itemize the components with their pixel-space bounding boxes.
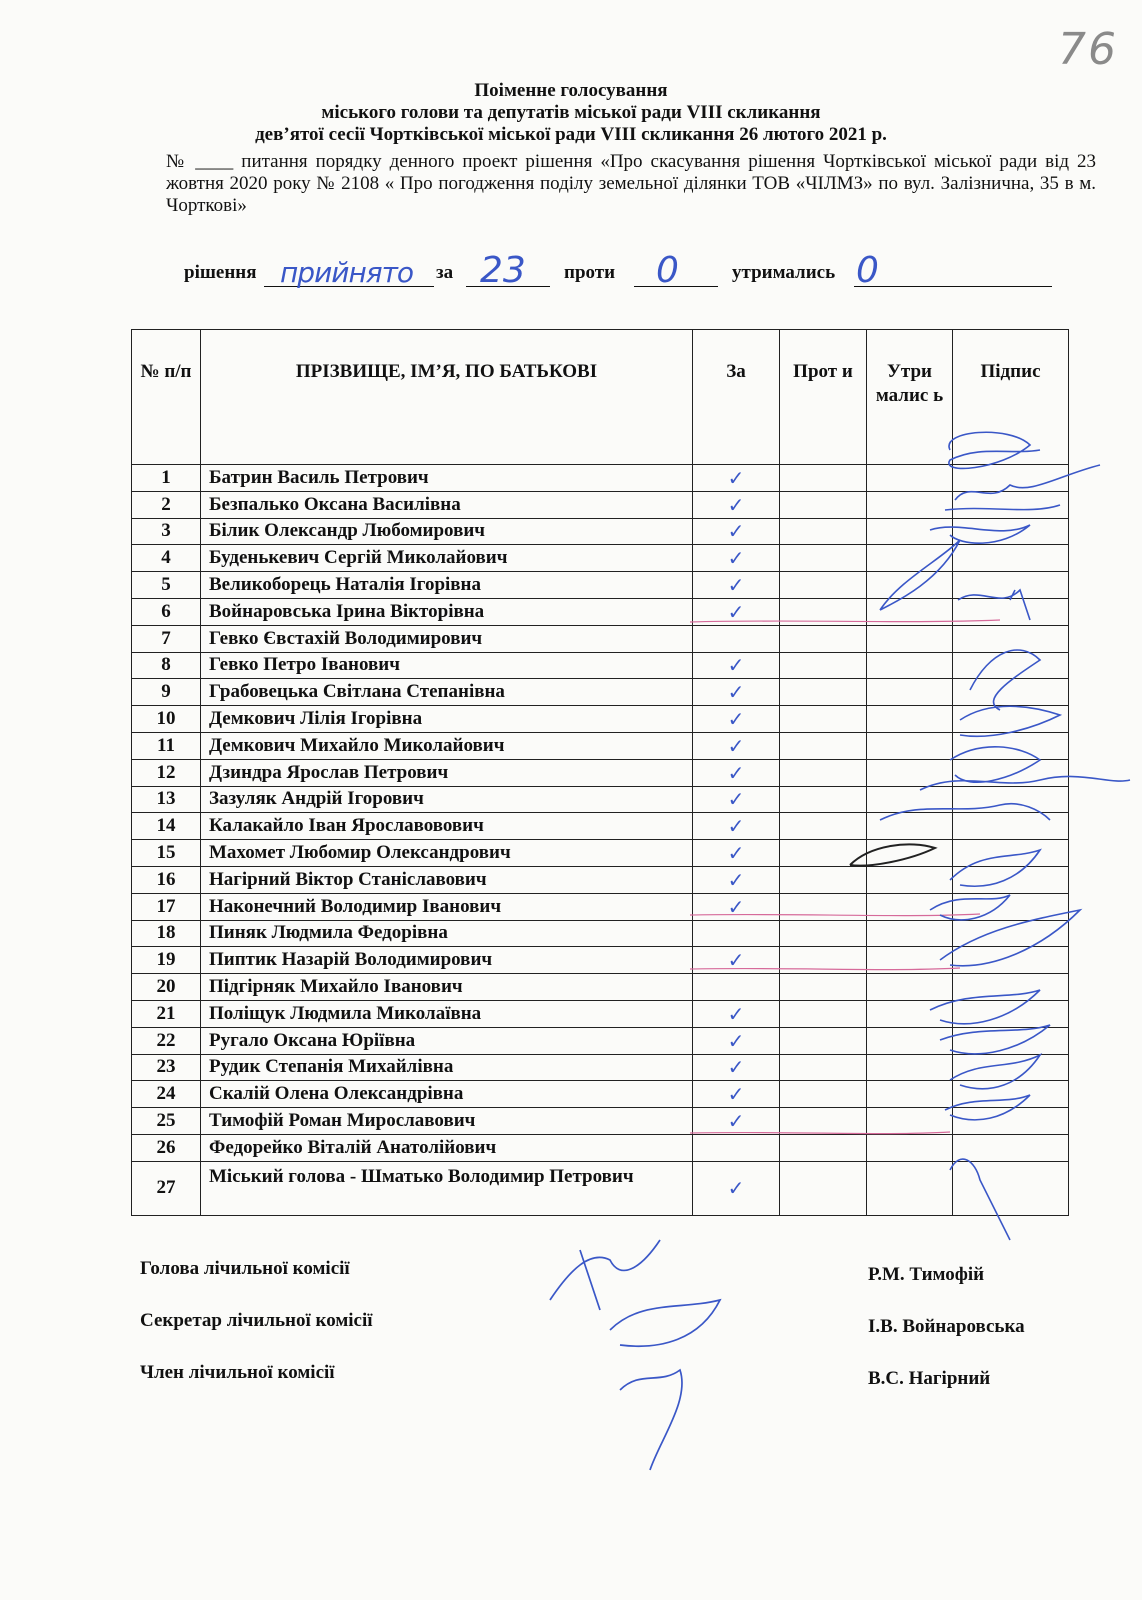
row-vote-against xyxy=(780,545,867,572)
row-vote-against xyxy=(780,1000,867,1027)
row-vote-abstained xyxy=(867,947,953,974)
row-signature xyxy=(953,518,1069,545)
row-vote-for: ✓ xyxy=(693,1054,780,1081)
row-num: 3 xyxy=(132,518,201,545)
roll-call-table xyxy=(131,329,1069,1216)
signature-member xyxy=(620,1370,682,1470)
row-vote-for: ✓ xyxy=(693,491,780,518)
row-vote-abstained xyxy=(867,974,953,1001)
row-name: Білик Олександр Любомирович xyxy=(201,518,693,545)
table-row xyxy=(132,786,1069,813)
row-name: Ругало Оксана Юріївна xyxy=(201,1027,693,1054)
row-vote-abstained xyxy=(867,491,953,518)
header-line-1: Поіменне голосування xyxy=(474,80,668,101)
table-row xyxy=(132,947,1069,974)
table-header-row xyxy=(132,330,1069,465)
row-signature xyxy=(953,1000,1069,1027)
row-name: Великоборець Наталія Ігорівна xyxy=(201,572,693,599)
chair-name: Р.М. Тимофій xyxy=(868,1264,985,1285)
table-row xyxy=(132,1027,1069,1054)
table-row xyxy=(132,518,1069,545)
row-num: 24 xyxy=(132,1081,201,1108)
abstained-handwritten: 0 xyxy=(856,250,879,291)
row-vote-for: ✓ xyxy=(693,866,780,893)
row-vote-abstained xyxy=(867,1108,953,1135)
header-num: № п/п xyxy=(132,330,201,465)
chair-label: Голова лічильної комісії xyxy=(140,1258,350,1279)
row-num: 11 xyxy=(132,732,201,759)
row-vote-for: ✓ xyxy=(693,786,780,813)
row-vote-for: ✓ xyxy=(693,598,780,625)
table-row xyxy=(132,1054,1069,1081)
row-vote-for: ✓ xyxy=(693,1081,780,1108)
row-vote-against xyxy=(780,786,867,813)
against-label: проти xyxy=(564,262,616,283)
row-vote-against xyxy=(780,1134,867,1161)
row-vote-against xyxy=(780,652,867,679)
against-handwritten: 0 xyxy=(656,250,679,291)
commission-signatures xyxy=(550,1240,720,1470)
header-against: Прот и xyxy=(780,330,867,465)
table-row xyxy=(132,598,1069,625)
row-name: Тимофій Роман Мирославович xyxy=(201,1108,693,1135)
row-vote-abstained xyxy=(867,652,953,679)
abstained-underline xyxy=(854,286,1052,287)
decision-label: рішення xyxy=(184,262,257,283)
row-vote-against xyxy=(780,518,867,545)
row-vote-against xyxy=(780,572,867,599)
row-num: 27 xyxy=(132,1161,201,1215)
row-vote-against xyxy=(780,1081,867,1108)
row-signature xyxy=(953,840,1069,867)
row-num: 14 xyxy=(132,813,201,840)
row-signature xyxy=(953,1134,1069,1161)
row-vote-for: ✓ xyxy=(693,545,780,572)
row-signature xyxy=(953,893,1069,920)
row-vote-abstained xyxy=(867,840,953,867)
row-vote-against xyxy=(780,598,867,625)
row-name: Скалій Олена Олександрівна xyxy=(201,1081,693,1108)
table-row xyxy=(132,759,1069,786)
row-vote-abstained xyxy=(867,518,953,545)
row-name: Махомет Любомир Олександрович xyxy=(201,840,693,867)
row-num: 25 xyxy=(132,1108,201,1135)
row-signature xyxy=(953,866,1069,893)
table-row xyxy=(132,1000,1069,1027)
row-signature xyxy=(953,1161,1069,1215)
row-num: 18 xyxy=(132,920,201,947)
row-vote-abstained xyxy=(867,706,953,733)
row-name: Буденькевич Сергій Миколайович xyxy=(201,545,693,572)
table-row xyxy=(132,625,1069,652)
row-name: Пиняк Людмила Федорівна xyxy=(201,920,693,947)
row-vote-against xyxy=(780,759,867,786)
row-vote-against xyxy=(780,893,867,920)
row-signature xyxy=(953,706,1069,733)
header-for: За xyxy=(693,330,780,465)
row-vote-abstained xyxy=(867,545,953,572)
header-signature: Підпис xyxy=(953,330,1069,465)
table-row xyxy=(132,1108,1069,1135)
row-signature xyxy=(953,572,1069,599)
row-signature xyxy=(953,598,1069,625)
table-row xyxy=(132,706,1069,733)
decision-handwritten: прийнято xyxy=(280,256,414,289)
row-vote-for: ✓ xyxy=(693,947,780,974)
row-vote-for: ✓ xyxy=(693,679,780,706)
row-num: 6 xyxy=(132,598,201,625)
table-row xyxy=(132,974,1069,1001)
row-signature xyxy=(953,1054,1069,1081)
row-name: Дзиндра Ярослав Петрович xyxy=(201,759,693,786)
secretary-name: І.В. Войнаровська xyxy=(868,1316,1025,1337)
row-signature xyxy=(953,679,1069,706)
row-vote-against xyxy=(780,840,867,867)
row-vote-against xyxy=(780,491,867,518)
table-row xyxy=(132,491,1069,518)
table-row xyxy=(132,545,1069,572)
table-row xyxy=(132,813,1069,840)
row-vote-against xyxy=(780,974,867,1001)
table-row xyxy=(132,1161,1069,1215)
row-name: Наконечний Володимир Іванович xyxy=(201,893,693,920)
row-num: 19 xyxy=(132,947,201,974)
row-name: Міський голова - Шматько Володимир Петрович xyxy=(201,1161,693,1215)
row-num: 8 xyxy=(132,652,201,679)
table-row xyxy=(132,840,1069,867)
header-line-2: міського голови та депутатів міської ради VIII скликання xyxy=(321,102,821,123)
table-row xyxy=(132,1134,1069,1161)
row-signature xyxy=(953,652,1069,679)
row-vote-for: ✓ xyxy=(693,706,780,733)
table-row xyxy=(132,893,1069,920)
row-vote-for: ✓ xyxy=(693,465,780,492)
row-vote-abstained xyxy=(867,679,953,706)
row-vote-abstained xyxy=(867,866,953,893)
table-row xyxy=(132,866,1069,893)
row-name: Демкович Михайло Миколайович xyxy=(201,732,693,759)
row-num: 21 xyxy=(132,1000,201,1027)
signature-secretary xyxy=(610,1300,720,1346)
row-num: 5 xyxy=(132,572,201,599)
row-signature xyxy=(953,920,1069,947)
table-row xyxy=(132,732,1069,759)
row-vote-for: ✓ xyxy=(693,1000,780,1027)
row-signature xyxy=(953,974,1069,1001)
abstained-label: утримались xyxy=(732,262,836,283)
row-vote-abstained xyxy=(867,1027,953,1054)
page-number: 76 xyxy=(1058,24,1118,75)
row-signature xyxy=(953,1081,1069,1108)
row-vote-against xyxy=(780,1161,867,1215)
header-name: ПРІЗВИЩЕ, ІМ’Я, ПО БАТЬКОВІ xyxy=(201,330,693,465)
row-vote-for: ✓ xyxy=(693,893,780,920)
for-handwritten: 23 xyxy=(480,250,526,291)
question-number: № ____ xyxy=(166,151,234,172)
row-name: Поліщук Людмила Миколаївна xyxy=(201,1000,693,1027)
row-num: 16 xyxy=(132,866,201,893)
table-row xyxy=(132,652,1069,679)
decision-summary xyxy=(184,250,1084,302)
row-vote-for: ✓ xyxy=(693,1027,780,1054)
row-vote-against xyxy=(780,866,867,893)
row-num: 15 xyxy=(132,840,201,867)
for-label: за xyxy=(436,262,454,283)
row-vote-for xyxy=(693,920,780,947)
row-vote-abstained xyxy=(867,572,953,599)
row-vote-abstained xyxy=(867,893,953,920)
row-signature xyxy=(953,786,1069,813)
table-row xyxy=(132,920,1069,947)
row-vote-against xyxy=(780,1054,867,1081)
table-row xyxy=(132,1081,1069,1108)
row-vote-against xyxy=(780,920,867,947)
row-num: 10 xyxy=(132,706,201,733)
row-name: Калакайло Іван Ярославовович xyxy=(201,813,693,840)
row-signature xyxy=(953,1027,1069,1054)
row-vote-for: ✓ xyxy=(693,732,780,759)
row-num: 12 xyxy=(132,759,201,786)
row-vote-abstained xyxy=(867,920,953,947)
row-num: 26 xyxy=(132,1134,201,1161)
row-vote-abstained xyxy=(867,786,953,813)
row-name: Войнаровська Ірина Вікторівна xyxy=(201,598,693,625)
row-vote-abstained xyxy=(867,759,953,786)
table-row xyxy=(132,679,1069,706)
row-vote-against xyxy=(780,1027,867,1054)
row-vote-against xyxy=(780,732,867,759)
row-name: Федорейко Віталій Анатолійович xyxy=(201,1134,693,1161)
row-vote-for xyxy=(693,625,780,652)
row-name: Безпалько Оксана Василівна xyxy=(201,491,693,518)
row-vote-abstained xyxy=(867,625,953,652)
row-name: Підгірняк Михайло Іванович xyxy=(201,974,693,1001)
row-vote-against xyxy=(780,947,867,974)
row-signature xyxy=(953,759,1069,786)
row-vote-against xyxy=(780,679,867,706)
row-signature xyxy=(953,1108,1069,1135)
question-text: питання порядку денного проект рішення «Про скасування рішення Чортківської міської ради від 23 жовтня 2020 року № 2108 « Про погодження поділу земельної ділянки ТОВ «ЧІЛМЗ» по вул. Залізнична, 35 в м. Чорткові» xyxy=(166,151,1096,216)
row-vote-for: ✓ xyxy=(693,1161,780,1215)
row-vote-abstained xyxy=(867,598,953,625)
row-num: 13 xyxy=(132,786,201,813)
row-vote-against xyxy=(780,813,867,840)
row-vote-for: ✓ xyxy=(693,813,780,840)
row-name: Рудик Степанія Михайлівна xyxy=(201,1054,693,1081)
row-vote-for: ✓ xyxy=(693,652,780,679)
table-row xyxy=(132,572,1069,599)
row-name: Пиптик Назарій Володимирович xyxy=(201,947,693,974)
row-vote-abstained xyxy=(867,1054,953,1081)
row-vote-for: ✓ xyxy=(693,1108,780,1135)
row-num: 22 xyxy=(132,1027,201,1054)
row-vote-for xyxy=(693,974,780,1001)
signature-chair xyxy=(550,1240,660,1310)
row-vote-against xyxy=(780,465,867,492)
secretary-label: Секретар лічильної комісії xyxy=(140,1310,373,1331)
row-vote-for: ✓ xyxy=(693,572,780,599)
row-num: 23 xyxy=(132,1054,201,1081)
row-signature xyxy=(953,625,1069,652)
row-vote-abstained xyxy=(867,1161,953,1215)
row-name: Нагірний Віктор Станіславович xyxy=(201,866,693,893)
row-vote-abstained xyxy=(867,1134,953,1161)
row-num: 4 xyxy=(132,545,201,572)
row-vote-against xyxy=(780,625,867,652)
row-name: Гевко Євстахій Володимирович xyxy=(201,625,693,652)
row-num: 20 xyxy=(132,974,201,1001)
row-vote-abstained xyxy=(867,465,953,492)
row-vote-for: ✓ xyxy=(693,759,780,786)
row-signature xyxy=(953,732,1069,759)
row-vote-for: ✓ xyxy=(693,518,780,545)
row-vote-abstained xyxy=(867,813,953,840)
row-num: 17 xyxy=(132,893,201,920)
member-label: Член лічильної комісії xyxy=(140,1362,335,1383)
row-signature xyxy=(953,465,1069,492)
row-signature xyxy=(953,545,1069,572)
agenda-question xyxy=(166,151,1096,217)
row-signature xyxy=(953,947,1069,974)
table-row xyxy=(132,465,1069,492)
row-name: Батрин Василь Петрович xyxy=(201,465,693,492)
row-vote-against xyxy=(780,706,867,733)
row-signature xyxy=(953,491,1069,518)
row-name: Демкович Лілія Ігорівна xyxy=(201,706,693,733)
row-name: Зазуляк Андрій Ігорович xyxy=(201,786,693,813)
row-vote-against xyxy=(780,1108,867,1135)
row-vote-abstained xyxy=(867,1000,953,1027)
row-vote-for: ✓ xyxy=(693,840,780,867)
row-signature xyxy=(953,813,1069,840)
header-abstained: Утри малис ь xyxy=(867,330,953,465)
header-line-3: дев’ятої сесії Чортківської міської ради VIII скликання 26 лютого 2021 р. xyxy=(255,124,887,145)
row-vote-abstained xyxy=(867,732,953,759)
row-vote-abstained xyxy=(867,1081,953,1108)
row-num: 1 xyxy=(132,465,201,492)
row-name: Грабовецька Світлана Степанівна xyxy=(201,679,693,706)
row-num: 2 xyxy=(132,491,201,518)
member-name: В.С. Нагірний xyxy=(868,1368,991,1389)
document-header xyxy=(0,80,1142,146)
row-num: 7 xyxy=(132,625,201,652)
row-name: Гевко Петро Іванович xyxy=(201,652,693,679)
row-vote-for xyxy=(693,1134,780,1161)
row-num: 9 xyxy=(132,679,201,706)
